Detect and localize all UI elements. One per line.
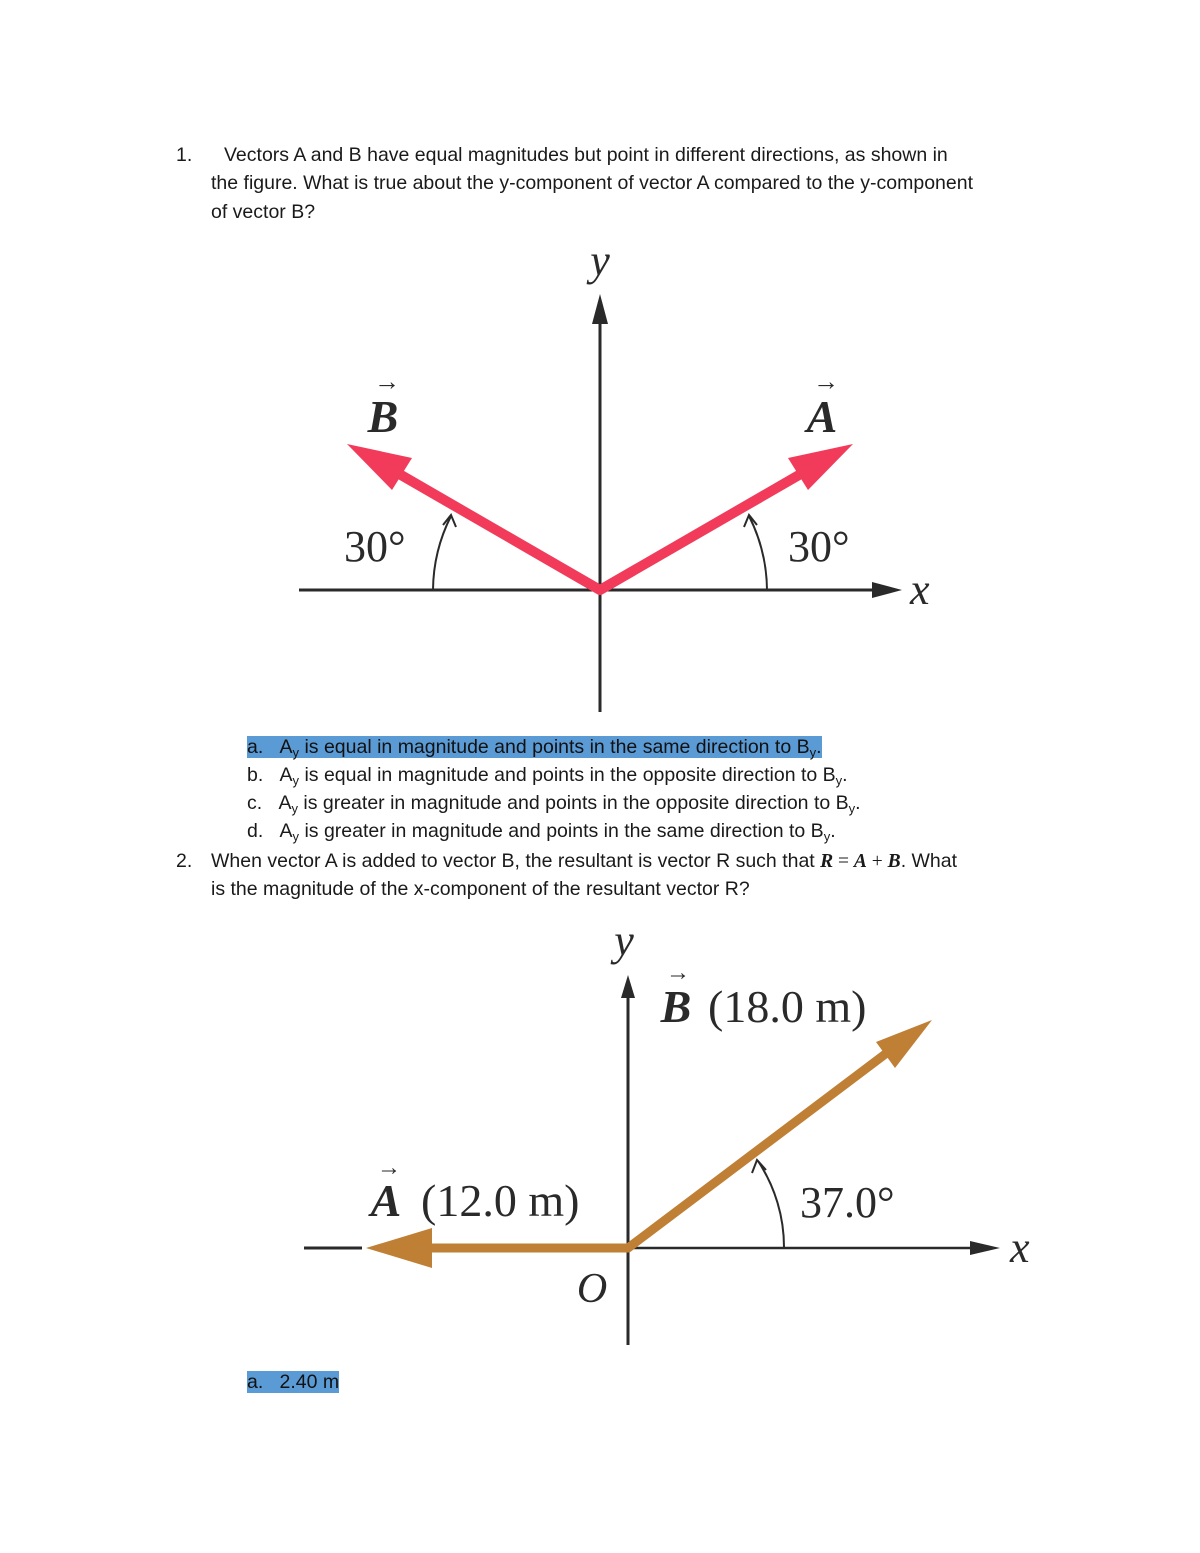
q1-angle-right-label: 30° xyxy=(788,522,850,571)
q2-number: 2. xyxy=(176,850,193,872)
q2-vector-b-head xyxy=(876,1020,932,1068)
option-text: . xyxy=(855,792,861,814)
q2-line-2: is the magnitude of the x-component of the resultant vector R? xyxy=(211,878,750,900)
q2-vector-b-magnitude: (18.0 m) xyxy=(708,981,867,1032)
q2-x-label: x xyxy=(1010,1223,1030,1272)
q1-x-label: x xyxy=(910,565,930,614)
q2-option-a[interactable] xyxy=(247,1368,339,1397)
q2-text: When vector A is added to vector B, the resultant is vector R such that xyxy=(211,850,821,872)
option-text: . xyxy=(816,736,822,758)
option-text: 2.40 m xyxy=(279,1371,340,1393)
q2-x-axis-arrowhead xyxy=(970,1241,1000,1255)
option-subscript: y xyxy=(292,745,300,760)
q2-angle-arc xyxy=(758,1161,784,1248)
q2-y-axis-arrowhead xyxy=(621,975,635,998)
q2-option-a-highlight xyxy=(247,1371,339,1393)
q1-vector-b-label: B xyxy=(367,391,399,442)
equation-equals: = xyxy=(833,851,854,872)
option-letter: d. xyxy=(247,820,264,842)
q1-vector-b-arrow-glyph: → xyxy=(374,366,400,396)
option-subscript: y xyxy=(291,801,298,816)
q2-vector-b-arrow-glyph: → xyxy=(666,959,690,986)
equation-b: B xyxy=(887,851,901,872)
option-text: is equal in magnitude and points in the opposite direction to B xyxy=(299,764,836,786)
q2-vector-a-arrow-glyph: → xyxy=(377,1154,401,1181)
q2-vector-a-label: A xyxy=(370,1175,402,1226)
q1-y-label: y xyxy=(590,236,610,285)
option-subscript: y xyxy=(809,745,817,760)
option-letter: a. xyxy=(247,1371,264,1393)
option-text: . xyxy=(842,764,848,786)
q2-vector-a-magnitude: (12.0 m) xyxy=(421,1175,580,1226)
q1-line-1: Vectors A and B have equal magnitudes but point in different directions, as shown in xyxy=(224,144,948,166)
q1-line-2: the figure. What is true about the y-component of vector A compared to the y-component xyxy=(211,172,974,194)
option-text: A xyxy=(278,792,292,814)
option-text: is equal in magnitude and points in the same direction to B xyxy=(299,736,810,758)
option-text: . xyxy=(830,820,836,842)
q2-vector-a-head xyxy=(366,1228,432,1268)
equation-r: R xyxy=(820,851,834,872)
q2-y-label: y xyxy=(614,916,634,965)
q1-vector-a-label: A xyxy=(806,391,838,442)
option-text: A xyxy=(279,820,293,842)
option-subscript: y xyxy=(292,829,300,844)
q1-angle-left-label: 30° xyxy=(344,522,406,571)
option-letter: a. xyxy=(247,736,264,758)
q2-text: . What xyxy=(900,850,958,872)
equation-plus: + xyxy=(866,851,888,872)
q1-number: 1. xyxy=(176,144,193,166)
option-letter: b. xyxy=(247,764,264,786)
option-subscript: y xyxy=(823,829,831,844)
q2-vector-b-label: B xyxy=(660,981,692,1032)
option-text: is greater in magnitude and points in the same direction to B xyxy=(299,820,824,842)
q1-line-3: of vector B? xyxy=(211,201,316,223)
option-subscript: y xyxy=(292,773,300,788)
q2-angle-label: 37.0° xyxy=(800,1178,895,1227)
option-subscript: y xyxy=(835,773,843,788)
option-subscript: y xyxy=(848,801,856,816)
equation-a: A xyxy=(853,851,867,872)
q2-origin-label: O xyxy=(576,1266,608,1312)
q1-vector-a-arrow-glyph: → xyxy=(813,366,839,396)
option-letter: c. xyxy=(247,792,263,814)
option-text: is greater in magnitude and points in the opposite direction to B xyxy=(297,792,849,814)
option-text: A xyxy=(279,736,293,758)
option-text: A xyxy=(279,764,293,786)
